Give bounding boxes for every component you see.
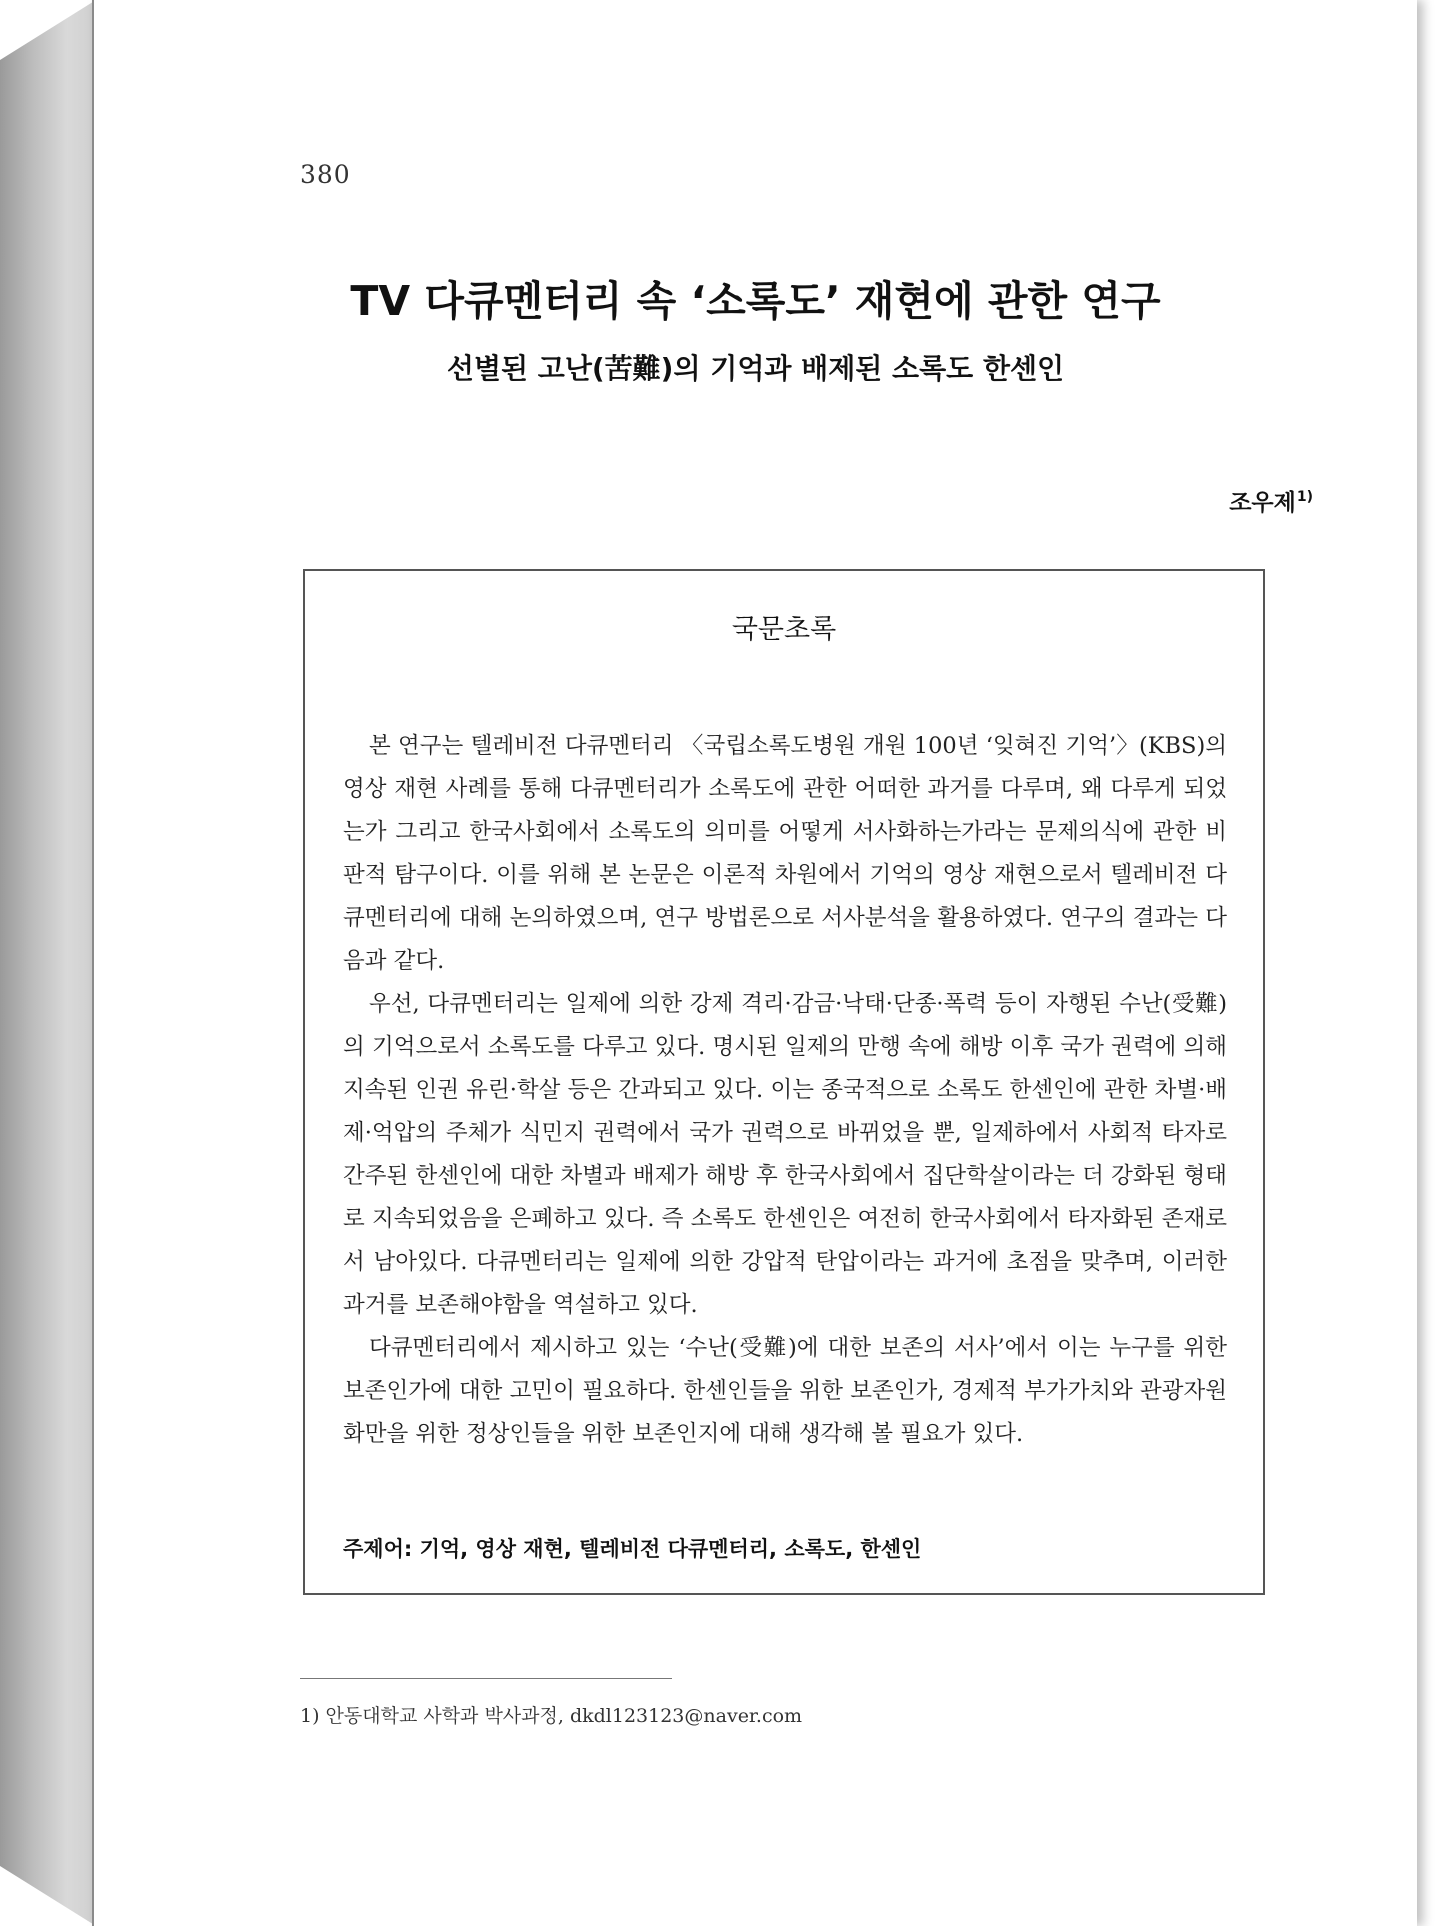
book-spine-edge bbox=[0, 0, 96, 1926]
spine-top-corner bbox=[0, 0, 96, 60]
footnote-text: 1) 안동대학교 사학과 박사과정, dkdl123123@naver.com bbox=[300, 1705, 803, 1727]
paper-subtitle: 선별된 고난(苦難)의 기억과 배제된 소록도 한센인 bbox=[446, 352, 1065, 385]
footnote-divider bbox=[300, 1678, 672, 1679]
author-name: 조우제 bbox=[1229, 490, 1296, 516]
page-number: 380 bbox=[300, 160, 351, 189]
abstract-box bbox=[303, 569, 1265, 1595]
abstract-heading: 국문초록 bbox=[731, 614, 837, 645]
abstract-body bbox=[343, 725, 1227, 1456]
abstract-paragraph-1: 본 연구는 텔레비전 다큐멘터리 〈국립소록도병원 개원 100년 ‘잊혀진 기억’〉(KBS)의 영상 재현 사례를 통해 다큐멘터리가 소록도에 관한 어떠한 과거를 다루며, 왜 다루게 되었는가 그리고 한국사회에서 소록도의 의미를 어떻게 서사화하는가라는 문제의식에 관한 비판적 탐구이다. 이를 위해 본 논문은 이론적 차원에서 기억의 영상 재현으로서 텔레비전 다큐멘터리에 대해 논의하였으며, 연구 방법론으로 서사분석을 활용하였다. 연구의 결과는 다음과 같다. bbox=[343, 733, 1227, 974]
abstract-paragraph-2: 우선, 다큐멘터리는 일제에 의한 강제 격리·감금·낙태·단종·폭력 등이 자행된 수난(受難)의 기억으로서 소록도를 다루고 있다. 명시된 일제의 만행 속에 해방 이후 국가 권력에 의해 지속된 인권 유린·학살 등은 간과되고 있다. 이는 종국적으로 소록도 한센인에 관한 차별·배제·억압의 주체가 식민지 권력에서 국가 권력으로 바뀌었을 뿐, 일제하에서 사회적 타자로 간주된 한센인에 대한 차별과 배제가 해방 후 한국사회에서 집단학살이라는 더 강화된 형태로 지속되었음을 은폐하고 있다. 즉 소록도 한센인은 여전히 한국사회에서 타자화된 존재로서 남아있다. 다큐멘터리는 일제에 의한 강압적 탄압이라는 과거에 초점을 맞추며, 이러한 과거를 보존해야함을 역설하고 있다. bbox=[343, 991, 1227, 1318]
spine-bottom-corner bbox=[0, 1866, 96, 1926]
paper-title: TV 다큐멘터리 속 ‘소록도’ 재현에 관한 연구 bbox=[350, 277, 1161, 325]
author-footnote-mark: 1) bbox=[1296, 489, 1313, 506]
abstract-paragraph-3: 다큐멘터리에서 제시하고 있는 ‘수난(受難)에 대한 보존의 서사’에서 이는 누구를 위한 보존인가에 대한 고민이 필요하다. 한센인들을 위한 보존인가, 경제적 부가가치와 관광자원화만을 위한 정상인들을 위한 보존인지에 대해 생각해 볼 필요가 있다. bbox=[343, 1335, 1227, 1447]
keywords-line: 주제어: 기억, 영상 재현, 텔레비전 다큐멘터리, 소록도, 한센인 bbox=[343, 1537, 922, 1561]
paper-page bbox=[92, 0, 1417, 1926]
author-line bbox=[1229, 484, 1313, 517]
